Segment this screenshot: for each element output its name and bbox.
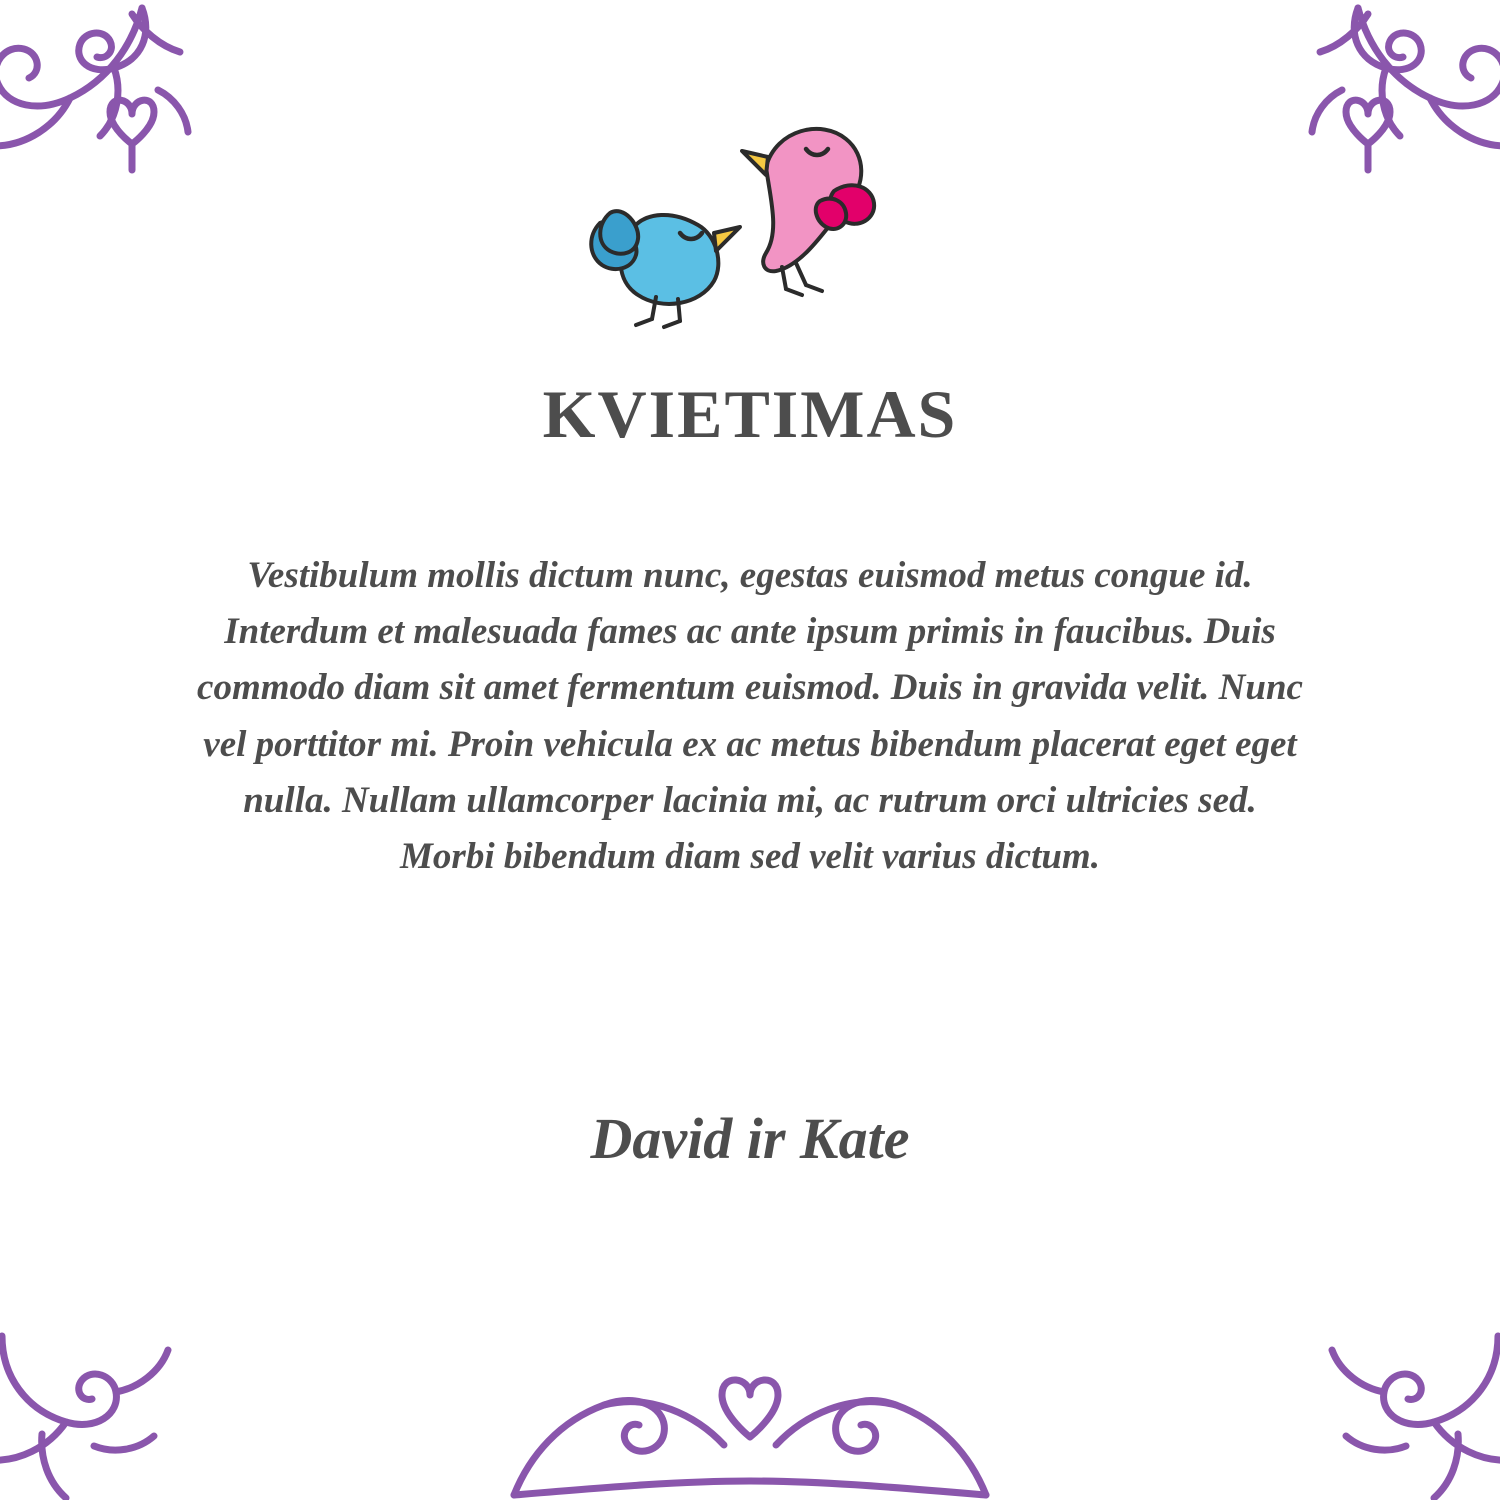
body-paragraph: Vestibulum mollis dictum nunc, egestas euismod metus congue id. Interdum et malesuada fames ac ante ipsum primis in faucibus. Duis commodo diam sit amet fermentum euismod. Duis in gravida velit. Nunc vel porttitor mi. Proin vehicula ex ac metus bibendum placerat eget eget nulla. Nullam ullamcorper lacinia mi, ac rutrum orci ultricies sed. Morbi bibendum diam sed velit varius dictum.	[197, 555, 1303, 878]
flourish-bottom-left	[0, 1311, 222, 1500]
pink-bird	[742, 129, 874, 295]
flourish-bottom-right	[1278, 1311, 1500, 1500]
two-love-birds-illustration	[570, 105, 930, 335]
flourish-bottom-center	[500, 1335, 1000, 1500]
signature-names: David ir Kate	[590, 1106, 910, 1171]
flourish-top-right	[1218, 0, 1500, 229]
flourish-top-left	[0, 0, 282, 229]
page-title: KVIETIMAS	[542, 376, 958, 452]
blue-bird	[591, 211, 740, 327]
